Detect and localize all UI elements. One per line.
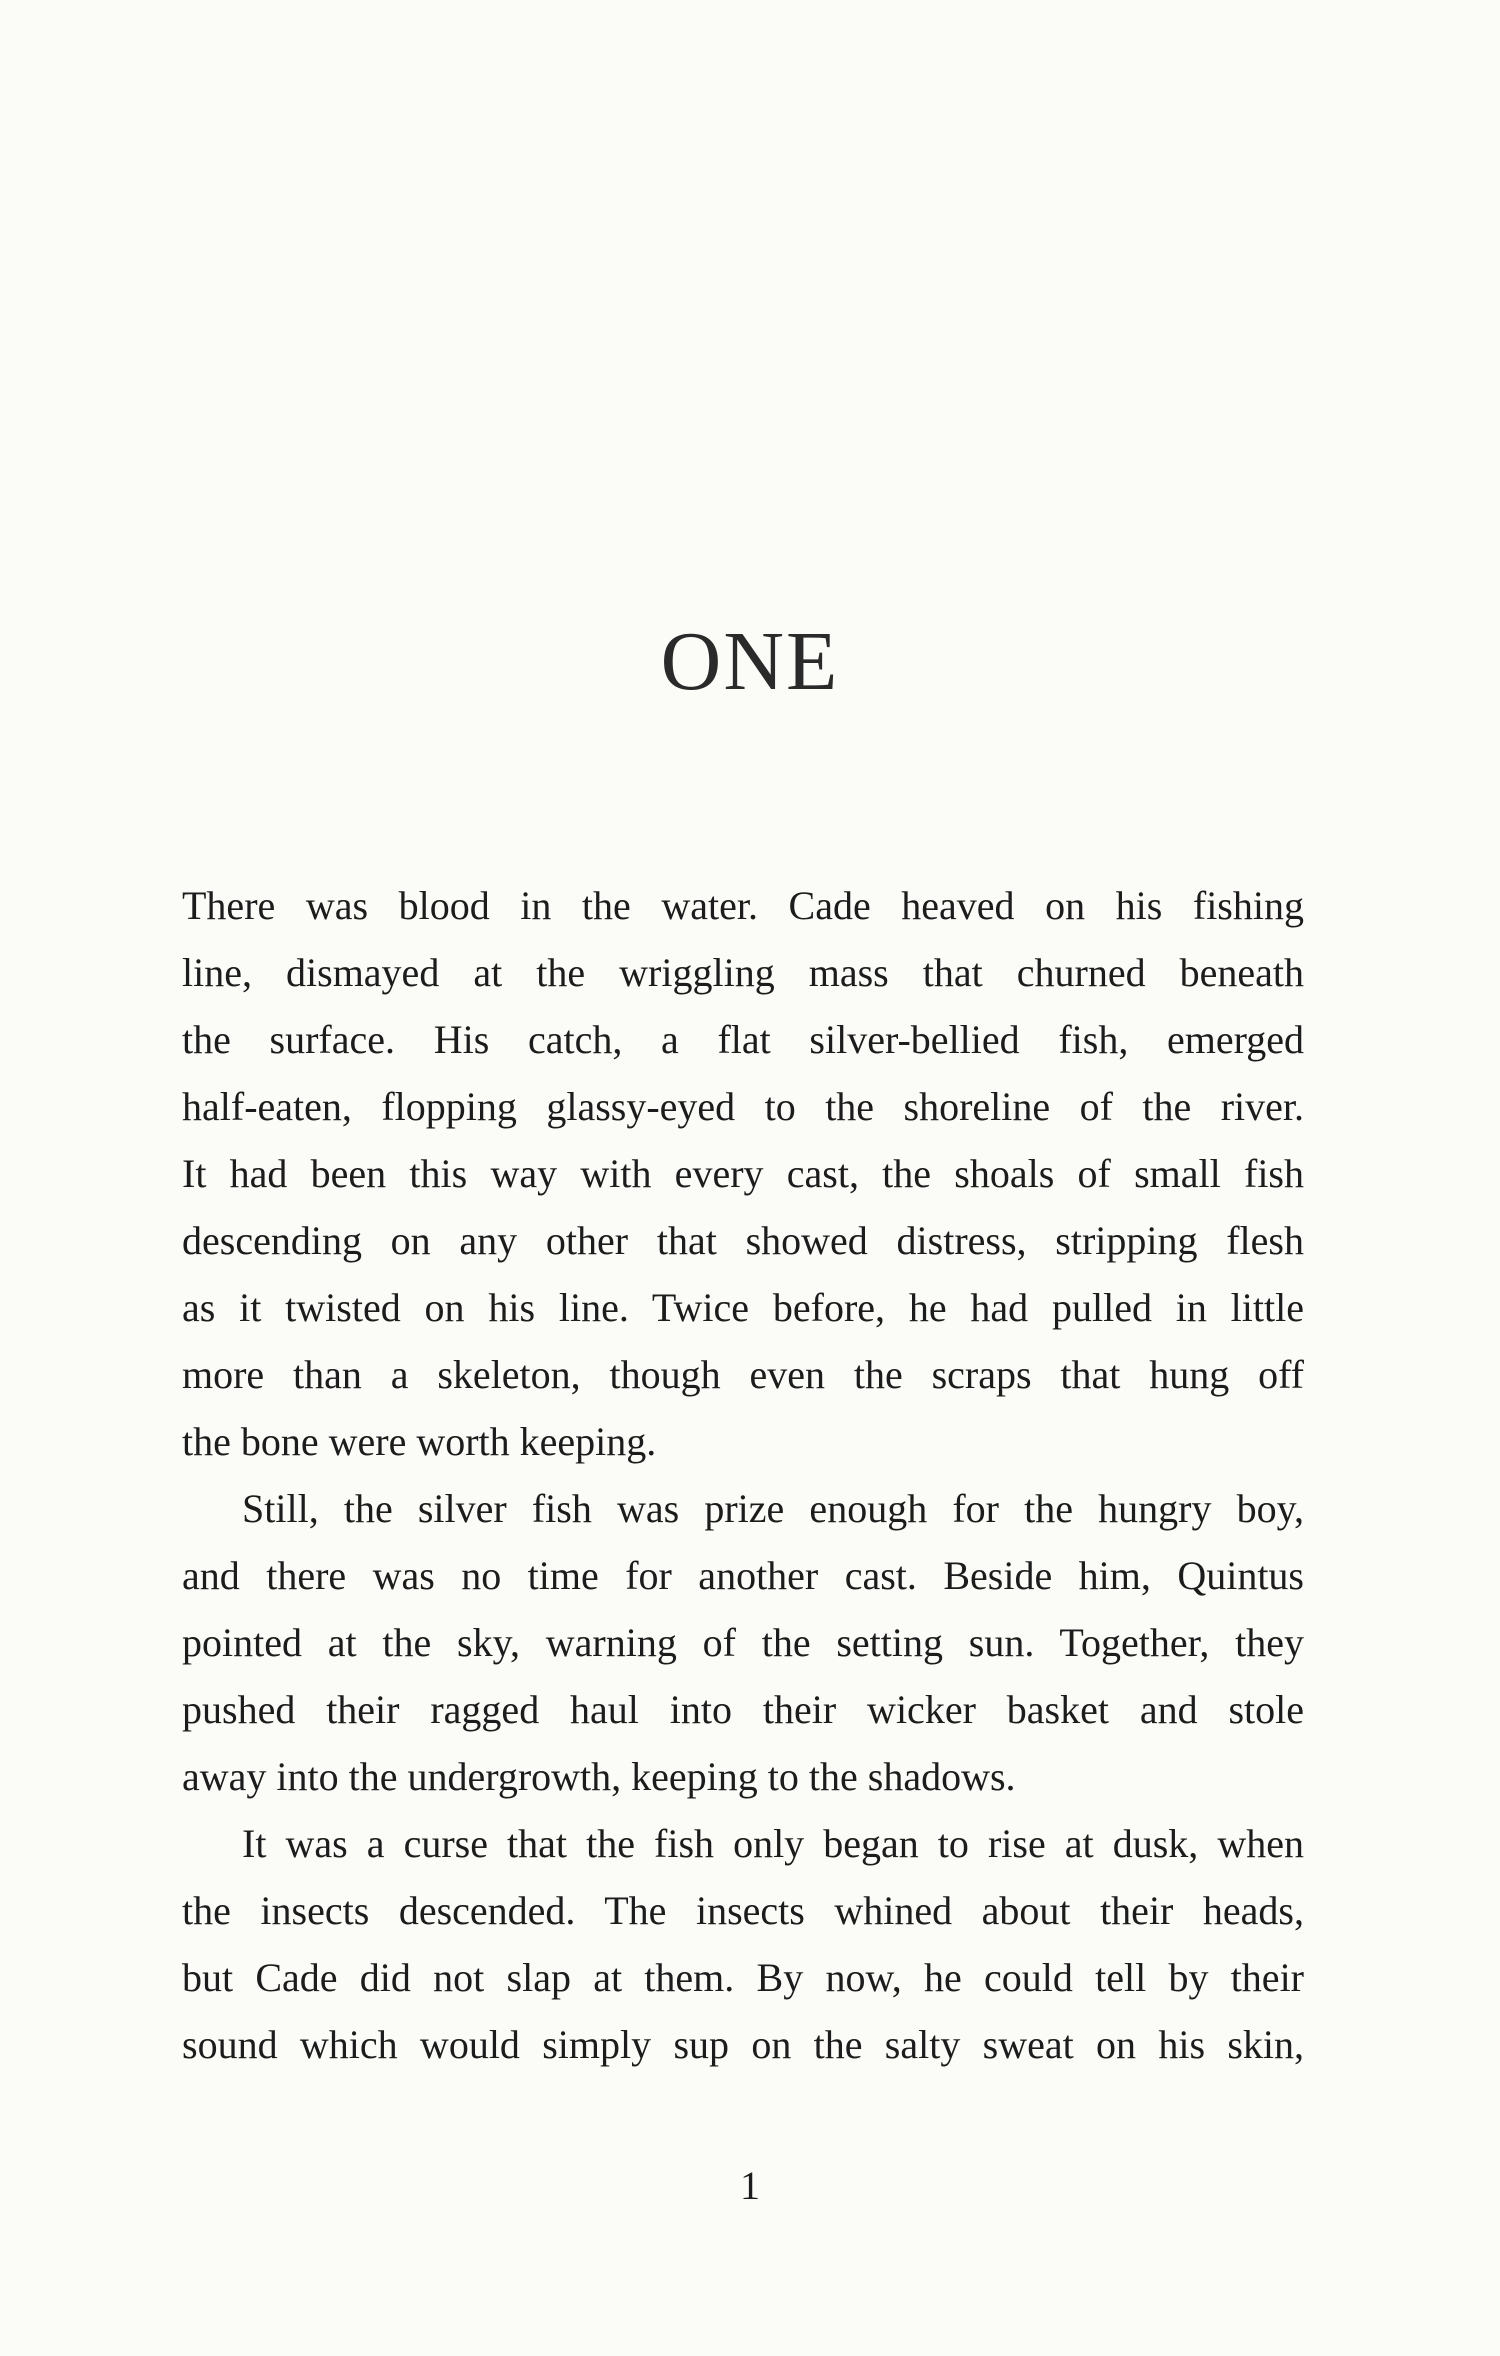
text-line: Still, the silver fish was prize enough for the hungry boy, xyxy=(242,1486,1304,1531)
text-line: more than a skeleton, though even the scraps that hung off xyxy=(182,1352,1304,1397)
page-number: 1 xyxy=(740,2163,760,2208)
text-line: but Cade did not slap at them. By now, he could tell by their xyxy=(182,1955,1304,2000)
text-line: pointed at the sky, warning of the setting sun. Together, they xyxy=(182,1620,1304,1665)
chapter-body-text xyxy=(182,872,1304,2078)
text-line: away into the undergrowth, keeping to the shadows. xyxy=(182,1754,1016,1799)
text-line: It had been this way with every cast, the shoals of small fish xyxy=(182,1151,1304,1196)
text-line: There was blood in the water. Cade heaved on his fishing xyxy=(182,883,1304,928)
text-line: descending on any other that showed distress, stripping flesh xyxy=(182,1218,1304,1263)
text-line: as it twisted on his line. Twice before, he had pulled in little xyxy=(182,1285,1304,1330)
text-line: and there was no time for another cast. Beside him, Quintus xyxy=(182,1553,1304,1598)
text-line: line, dismayed at the wriggling mass that churned beneath xyxy=(182,950,1304,995)
chapter-title: ONE xyxy=(660,615,840,708)
text-line: sound which would simply sup on the salty sweat on his skin, xyxy=(182,2022,1304,2067)
text-line: the surface. His catch, a flat silver-bellied fish, emerged xyxy=(182,1017,1304,1062)
text-line: half-eaten, flopping glassy-eyed to the shoreline of the river. xyxy=(182,1084,1304,1129)
text-line: the bone were worth keeping. xyxy=(182,1419,657,1464)
text-line: pushed their ragged haul into their wicker basket and stole xyxy=(182,1687,1304,1732)
text-line: the insects descended. The insects whined about their heads, xyxy=(182,1888,1304,1933)
text-line: It was a curse that the fish only began to rise at dusk, when xyxy=(242,1821,1304,1866)
